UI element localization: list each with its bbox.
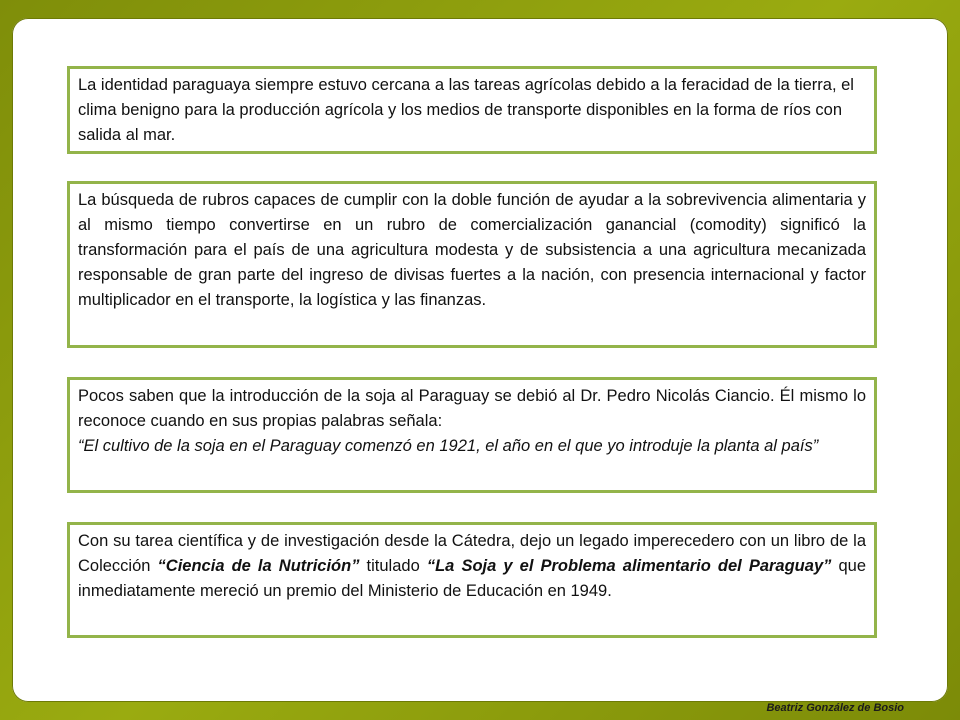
collection-name: “Ciencia de la Nutrición” — [157, 557, 360, 575]
legacy-text-2: titulado — [359, 557, 427, 575]
text-box-legacy — [67, 522, 877, 638]
paragraph-identity: La identidad paraguaya siempre estuvo cercana a las tareas agrícolas debido a la feracidad de la tierra, el clima benigno para la producción agrícola y los medios de transporte disponibles en la forma de ríos con salida al mar. — [78, 76, 854, 144]
paragraph-soja-intro: Pocos saben que la introducción de la soja al Paraguay se debió al Dr. Pedro Nicolás Ciancio. Él mismo lo reconoce cuando en sus propias palabras señala: — [78, 387, 866, 430]
text-box-agriculture — [67, 181, 877, 348]
text-box-soja-intro — [67, 377, 877, 493]
legacy-text-3: que inmediatamente mereció un premio del Ministerio de Educación en 1949. — [78, 557, 866, 600]
author-credit: Beatriz González de Bosio — [766, 702, 904, 714]
book-title: “La Soja y el Problema alimentario del Paraguay” — [426, 557, 832, 575]
legacy-text-1: Con su tarea científica y de investigación desde la Cátedra, dejo un legado imperecedero con un libro de la Colección — [78, 532, 866, 575]
text-box-identity — [67, 66, 877, 154]
ciancio-quote: “El cultivo de la soja en el Paraguay comenzó en 1921, el año en el que yo introduje la planta al país” — [78, 437, 819, 455]
paragraph-agriculture: La búsqueda de rubros capaces de cumplir con la doble función de ayudar a la sobrevivencia alimentaria y al mismo tiempo convertirse en un rubro de comercialización ganancial (comodity) significó la transformación para el país de una agricultura modesta y de subsistencia a una agricultura mecanizada responsable de gran parte del ingreso de divisas fuertes a la nación, con presencia internacional y factor multiplicador en el transporte, la logística y las finanzas. — [78, 191, 866, 309]
